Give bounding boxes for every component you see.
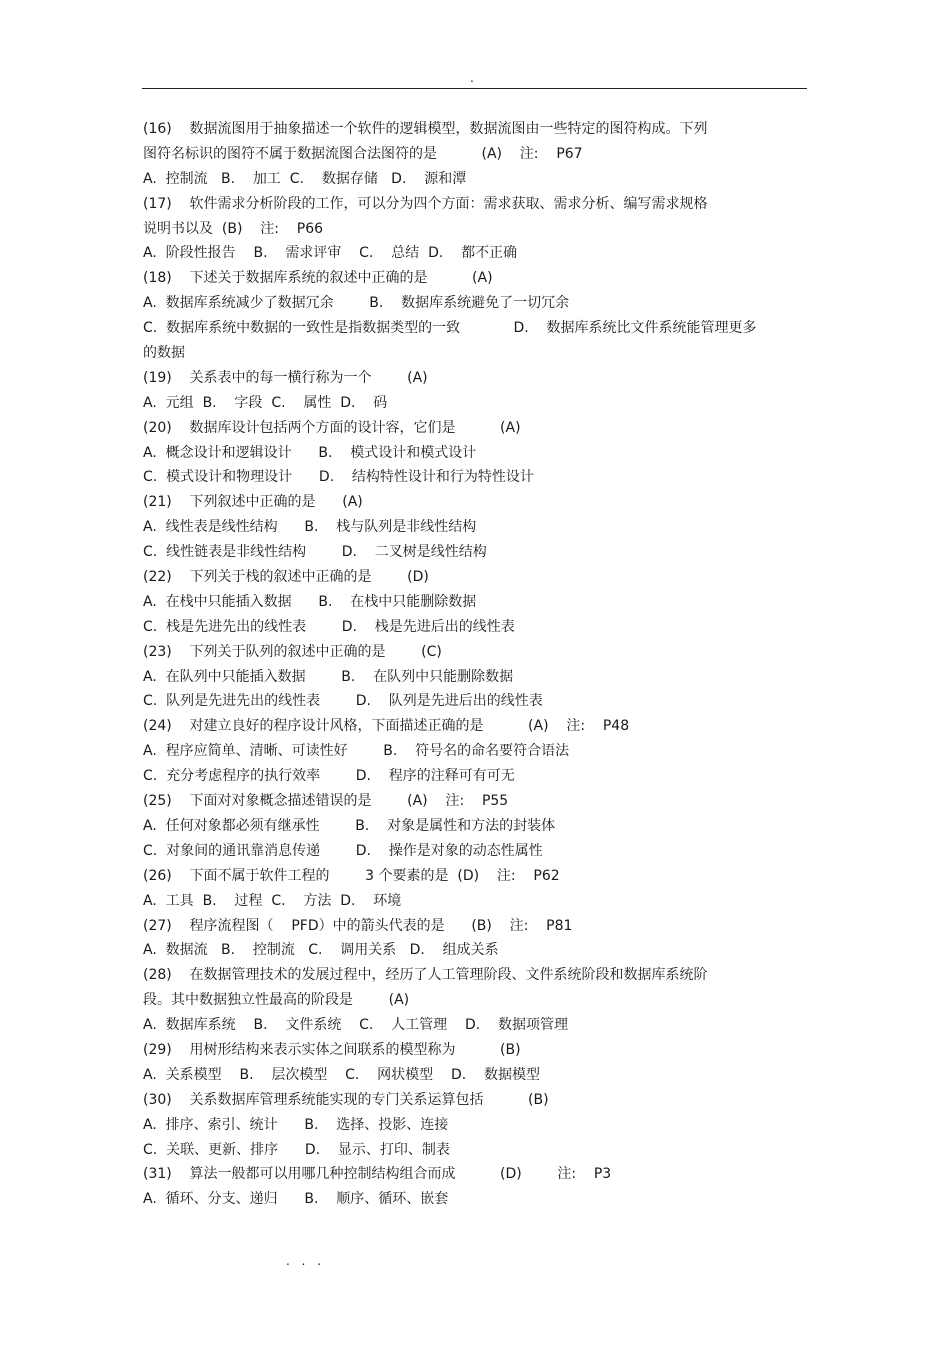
- text-line: (28) 在数据管理技术的发展过程中，经历了人工管理阶段、文件系统阶段和数据库系统阶: [143, 967, 708, 984]
- text-line: (22) 下列关于栈的叙述中正确的是 (D): [143, 569, 429, 586]
- text-line: A. 阶段性报告 B. 需求评审 C. 总结 D. 都不正确: [143, 245, 518, 262]
- text-line: 说明书以及 (B) 注: P66: [143, 220, 324, 237]
- text-line: (26) 下面不属于软件工程的 3 个要素的是 (D) 注: P62: [143, 867, 560, 884]
- text-line: A. 概念设计和逻辑设计 B. 模式设计和模式设计: [143, 444, 477, 461]
- text-line: C. 充分考虑程序的执行效率 D. 程序的注释可有可无: [143, 768, 515, 785]
- header-mark: .: [470, 71, 474, 85]
- text-line: (18) 下述关于数据库系统的叙述中正确的是 (A): [143, 270, 493, 287]
- text-line: (20) 数据库设计包括两个方面的设计容，它们是 (A): [143, 419, 521, 436]
- text-line: A. 工具 B. 过程 C. 方法 D. 环境: [143, 892, 402, 909]
- text-line: A. 数据流 B. 控制流 C. 调用关系 D. 组成关系: [143, 942, 499, 959]
- text-line: A. 数据库系统 B. 文件系统 C. 人工管理 D. 数据项管理: [143, 1017, 568, 1034]
- text-line: C. 关联、更新、排序 D. 显示、打印、制表: [143, 1141, 450, 1158]
- text-line: C. 数据库系统中数据的一致性是指数据类型的一致 D. 数据库系统比文件系统能管理更多: [143, 320, 757, 337]
- text-line: (27) 程序流程图（ PFD）中的箭头代表的是 (B) 注: P81: [143, 917, 573, 934]
- text-line: A. 循环、分支、递归 B. 顺序、循环、嵌套: [143, 1191, 449, 1208]
- text-line: A. 数据库系统减少了数据冗余 B. 数据库系统避免了一切冗余: [143, 295, 570, 312]
- question-list: [143, 117, 803, 1212]
- text-line: 段。其中数据独立性最高的阶段是 (A): [143, 992, 410, 1009]
- text-line: (29) 用树形结构来表示实体之间联系的模型称为 (B): [143, 1041, 521, 1058]
- text-line: A. 元组 B. 字段 C. 属性 D. 码: [143, 394, 388, 411]
- text-line: C. 队列是先进先出的线性表 D. 队列是先进后出的线性表: [143, 693, 543, 710]
- text-line: 的数据: [143, 345, 185, 362]
- text-line: (31) 算法一般都可以用哪几种控制结构组合而成 (D) 注: P3: [143, 1166, 612, 1183]
- text-line: A. 在队列中只能插入数据 B. 在队列中只能删除数据: [143, 668, 514, 685]
- text-line: A. 程序应简单、清晰、可读性好 B. 符号名的命名要符合语法: [143, 743, 570, 760]
- footer-mark: . . .: [286, 1254, 326, 1268]
- text-line: (16) 数据流图用于抽象描述一个软件的逻辑模型，数据流图由一些特定的图符构成。下列: [143, 121, 708, 137]
- text-line: (24) 对建立良好的程序设计风格，下面描述正确的是 (A) 注: P48: [143, 718, 630, 735]
- text-line: A. 排序、索引、统计 B. 选择、投影、连接: [143, 1116, 449, 1133]
- text-line: 图符名标识的图符不属于数据流图合法图符的是 (A) 注: P67: [143, 145, 583, 162]
- text-line: (19) 关系表中的每一横行称为一个 (A): [143, 369, 428, 386]
- text-line: A. 线性表是线性结构 B. 栈与队列是非线性结构: [143, 519, 477, 536]
- text-line: (25) 下面对对象概念描述错误的是 (A) 注: P55: [143, 793, 509, 810]
- text-line: (30) 关系数据库管理系统能实现的专门关系运算包括 (B): [143, 1091, 549, 1108]
- text-line: (21) 下列叙述中正确的是 (A): [143, 494, 363, 511]
- text-line: C. 线性链表是非线性结构 D. 二叉树是线性结构: [143, 544, 487, 561]
- text-line: A. 任何对象都必须有继承性 B. 对象是属性和方法的封装体: [143, 817, 556, 834]
- header-rule: [142, 88, 807, 89]
- text-line: A. 关系模型 B. 层次模型 C. 网状模型 D. 数据模型: [143, 1066, 540, 1083]
- text-line: A. 在栈中只能插入数据 B. 在栈中只能删除数据: [143, 593, 477, 610]
- text-line: (23) 下列关于队列的叙述中正确的是 (C): [143, 643, 442, 660]
- text-line: A. 控制流 B. 加工 C. 数据存储 D. 源和潭: [143, 170, 467, 187]
- text-line: C. 对象间的通讯靠消息传递 D. 操作是对象的动态性属性: [143, 842, 543, 859]
- text-line: (17) 软件需求分析阶段的工作，可以分为四个方面：需求获取、需求分析、编写需求规格: [143, 195, 708, 212]
- text-line: C. 模式设计和物理设计 D. 结构特性设计和行为特性设计: [143, 469, 534, 486]
- text-line: C. 栈是先进先出的线性表 D. 栈是先进后出的线性表: [143, 618, 515, 635]
